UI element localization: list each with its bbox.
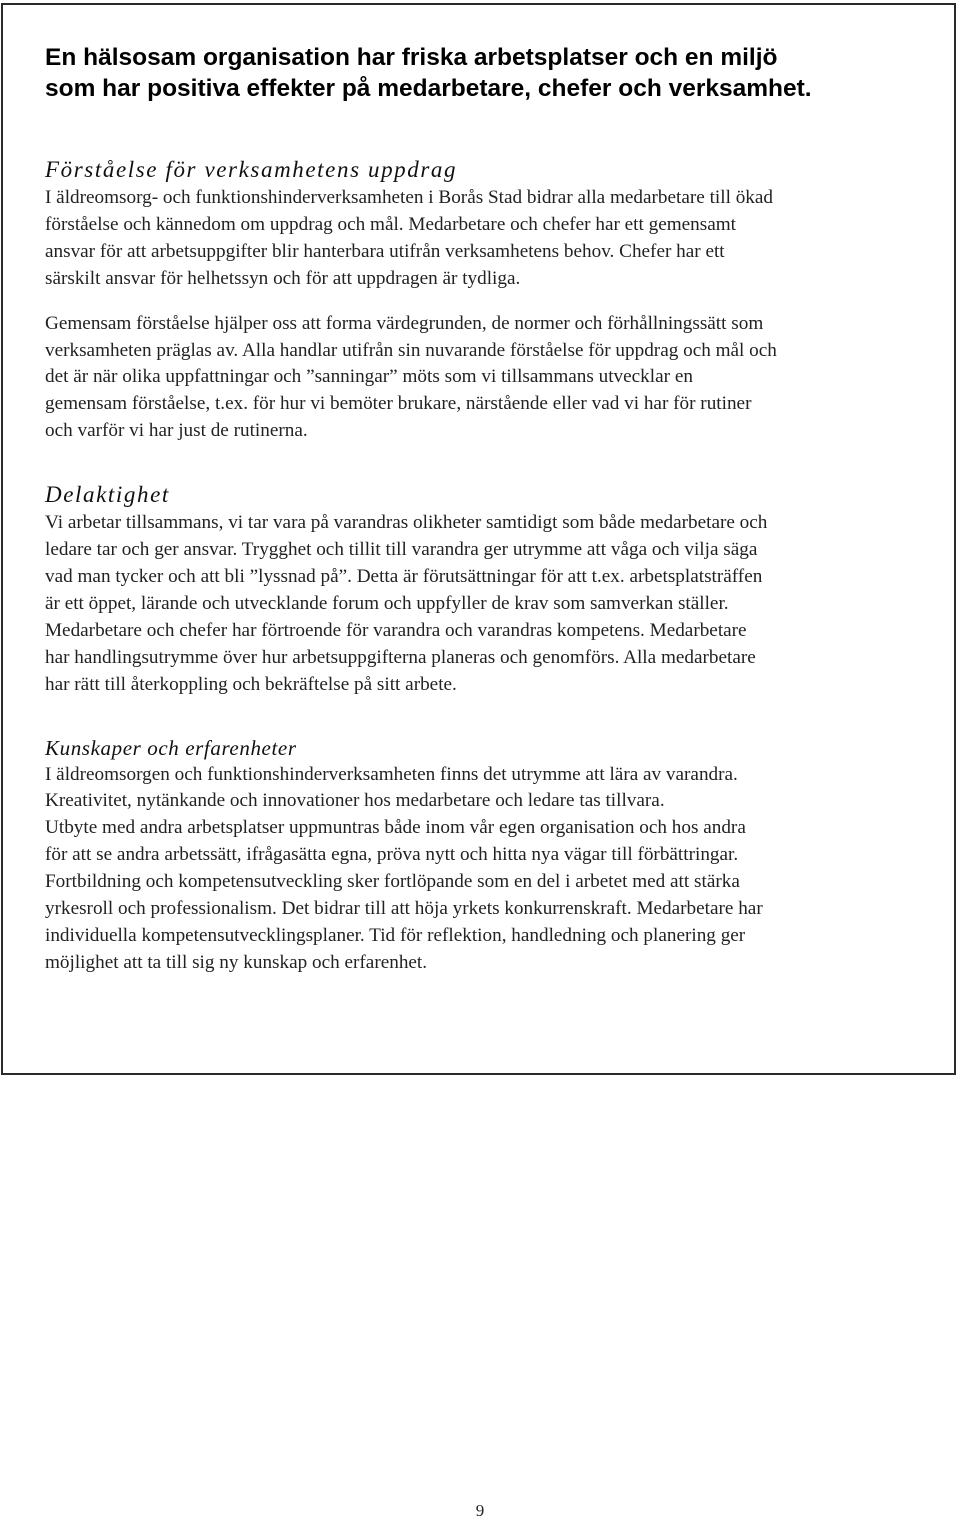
text-line: för att se andra arbetssätt, ifrågasätta egna, pröva nytt och hitta nya vägar till förbättringar. <box>45 844 739 866</box>
text-line: och varför vi har just de rutinerna. <box>45 420 308 442</box>
section-title-delaktighet: Delaktighet <box>45 482 170 508</box>
text-line: Fortbildning och kompetensutveckling sker fortlöpande som en del i arbetet med att stärka <box>45 871 740 893</box>
headline-line: En hälsosam organisation har friska arbetsplatser och en miljö <box>45 44 778 71</box>
text-line: individuella kompetensutvecklingsplaner. Tid för reflektion, handledning och planering ger <box>45 924 746 946</box>
text-line: Kreativitet, nytänkande och innovationer hos medarbetare och ledare tas tillvara. <box>45 790 665 812</box>
text-line: gemensam förståelse, t.ex. för hur vi bemöter brukare, närstående eller vad vi har för rutiner <box>45 393 752 415</box>
headline-line: som har positiva effekter på medarbetare, chefer och verksamhet. <box>45 75 812 102</box>
text-line: möjlighet att ta till sig ny kunskap och erfarenhet. <box>45 951 428 973</box>
headline <box>45 42 945 104</box>
text-line: Medarbetare och chefer har förtroende för varandra och varandras kompetens. Medarbetare <box>45 619 747 641</box>
paragraph <box>45 762 945 977</box>
section-title-forstaelse: Förståelse för verksamhetens uppdrag <box>45 157 458 182</box>
document-body <box>45 42 945 977</box>
text-line: verksamheten präglas av. Alla handlar utifrån sin nuvarande förståelse för uppdrag och mål och <box>45 339 777 361</box>
text-line: ansvar för att arbetsuppgifter blir hanterbara utifrån verksamhetens behov. Chefer har ett <box>45 240 725 262</box>
text-line: Utbyte med andra arbetsplatser uppmuntras både inom vår egen organisation och hos andra <box>45 817 746 839</box>
paragraph <box>45 311 945 446</box>
text-line: yrkesroll och professionalism. Det bidrar till att höja yrkets konkurrenskraft. Medarbetare har <box>45 898 763 920</box>
text-line: vad man tycker och att bli ”lyssnad på”. Detta är förutsättningar för att t.ex. arbetsplatsträffen <box>45 565 763 587</box>
section-title-kunskaper: Kunskaper och erfarenheter <box>45 735 297 760</box>
text-line: I äldreomsorgen och funktionshinderverksamheten finns det utrymme att lära av varandra. <box>45 763 738 785</box>
text-line: har rätt till återkoppling och bekräftelse på sitt arbete. <box>45 673 457 695</box>
text-line: ledare tar och ger ansvar. Trygghet och tillit till varandra ger utrymme att våga och vilja säga <box>45 539 758 561</box>
text-line: I äldreomsorg- och funktionshinderverksamheten i Borås Stad bidrar alla medarbetare till ökad <box>45 187 774 208</box>
text-line: Gemensam förståelse hjälper oss att forma värdegrunden, de normer och förhållningssätt som <box>45 312 764 334</box>
paragraph <box>45 510 945 698</box>
text-line: särskilt ansvar för helhetssyn och för att uppdragen är tydliga. <box>45 267 521 289</box>
text-line: har handlingsutrymme över hur arbetsuppgifterna planeras och genomförs. Alla medarbetare <box>45 646 756 668</box>
text-line: förståelse och kännedom om uppdrag och mål. Medarbetare och chefer har ett gemensamt <box>45 213 737 235</box>
text-line: är ett öppet, lärande och utvecklande forum och uppfyller de krav som samverkan ställer. <box>45 592 729 614</box>
page-number: 9 <box>475 1501 485 1520</box>
text-line: det är när olika uppfattningar och ”sanningar” möts som vi tillsammans utvecklar en <box>45 366 693 388</box>
text-line: Vi arbetar tillsammans, vi tar vara på varandras olikheter samtidigt som både medarbetare och <box>45 512 768 534</box>
paragraph <box>45 185 945 293</box>
